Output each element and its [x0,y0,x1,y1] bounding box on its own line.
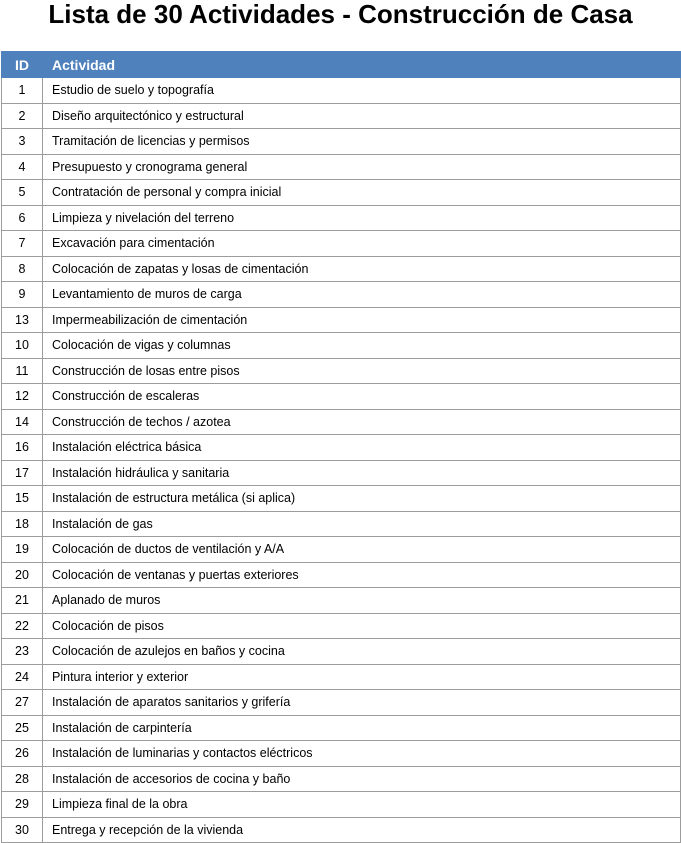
activity-name-cell: Limpieza final de la obra [43,792,681,818]
activity-id-cell: 4 [2,154,43,180]
activity-name-cell: Colocación de ventanas y puertas exteriores [43,562,681,588]
table-row [2,690,681,716]
table-row [2,205,681,231]
table-row [2,511,681,537]
activity-id-cell: 12 [2,384,43,410]
activity-id-cell: 30 [2,817,43,843]
activity-name-cell: Colocación de azulejos en baños y cocina [43,639,681,665]
table-row [2,588,681,614]
activity-name-cell: Instalación de gas [43,511,681,537]
table-row [2,817,681,843]
table-header-row [2,52,681,78]
activity-name-cell: Limpieza y nivelación del terreno [43,205,681,231]
table-row [2,460,681,486]
activity-name-cell: Diseño arquitectónico y estructural [43,103,681,129]
activity-name-cell: Instalación de accesorios de cocina y baño [43,766,681,792]
activity-id-cell: 6 [2,205,43,231]
table-row [2,103,681,129]
table-row [2,154,681,180]
activity-id-cell: 13 [2,307,43,333]
table-row [2,664,681,690]
activity-id-cell: 24 [2,664,43,690]
activity-name-cell: Tramitación de licencias y permisos [43,129,681,155]
activity-id-cell: 29 [2,792,43,818]
table-row [2,613,681,639]
activities-table [1,51,681,843]
activity-name-cell: Instalación de estructura metálica (si aplica) [43,486,681,512]
table-row [2,766,681,792]
activity-id-cell: 8 [2,256,43,282]
activity-name-cell: Construcción de losas entre pisos [43,358,681,384]
table-row [2,741,681,767]
activity-name-cell: Contratación de personal y compra inicial [43,180,681,206]
table-row [2,180,681,206]
activity-id-cell: 14 [2,409,43,435]
table-row [2,129,681,155]
table-row [2,792,681,818]
activity-name-cell: Aplanado de muros [43,588,681,614]
activity-id-cell: 17 [2,460,43,486]
table-row [2,639,681,665]
table-row [2,486,681,512]
activity-name-cell: Colocación de zapatas y losas de cimentación [43,256,681,282]
activity-id-cell: 11 [2,358,43,384]
table-row [2,78,681,104]
activity-name-cell: Colocación de pisos [43,613,681,639]
table-row [2,715,681,741]
activity-id-cell: 28 [2,766,43,792]
table-row [2,256,681,282]
activity-id-cell: 2 [2,103,43,129]
activity-name-cell: Instalación de luminarias y contactos eléctricos [43,741,681,767]
activity-id-cell: 3 [2,129,43,155]
activity-name-cell: Colocación de ductos de ventilación y A/A [43,537,681,563]
activity-name-cell: Instalación de aparatos sanitarios y grifería [43,690,681,716]
column-header-activity: Actividad [43,52,681,78]
table-row [2,282,681,308]
activity-id-cell: 10 [2,333,43,359]
activity-id-cell: 25 [2,715,43,741]
activity-id-cell: 5 [2,180,43,206]
page-title: Lista de 30 Actividades - Construcción de Casa [48,0,633,29]
table-row [2,562,681,588]
activity-id-cell: 18 [2,511,43,537]
activity-id-cell: 7 [2,231,43,257]
activity-name-cell: Construcción de techos / azotea [43,409,681,435]
activity-name-cell: Levantamiento de muros de carga [43,282,681,308]
table-row [2,537,681,563]
table-row [2,231,681,257]
activity-id-cell: 19 [2,537,43,563]
activity-id-cell: 15 [2,486,43,512]
activity-name-cell: Instalación eléctrica básica [43,435,681,461]
activity-name-cell: Entrega y recepción de la vivienda [43,817,681,843]
table-row [2,435,681,461]
activity-id-cell: 1 [2,78,43,104]
activity-name-cell: Presupuesto y cronograma general [43,154,681,180]
activity-name-cell: Excavación para cimentación [43,231,681,257]
activity-id-cell: 21 [2,588,43,614]
activity-name-cell: Construcción de escaleras [43,384,681,410]
activity-id-cell: 27 [2,690,43,716]
table-row [2,409,681,435]
activity-name-cell: Instalación de carpintería [43,715,681,741]
activity-id-cell: 23 [2,639,43,665]
activity-name-cell: Estudio de suelo y topografía [43,78,681,104]
activity-id-cell: 9 [2,282,43,308]
column-header-id: ID [2,52,43,78]
table-row [2,307,681,333]
activity-id-cell: 16 [2,435,43,461]
activity-name-cell: Colocación de vigas y columnas [43,333,681,359]
table-row [2,384,681,410]
activity-name-cell: Pintura interior y exterior [43,664,681,690]
table-row [2,358,681,384]
activity-id-cell: 26 [2,741,43,767]
activity-name-cell: Instalación hidráulica y sanitaria [43,460,681,486]
activity-id-cell: 20 [2,562,43,588]
table-body [2,78,681,843]
table-row [2,333,681,359]
activity-name-cell: Impermeabilización de cimentación [43,307,681,333]
activity-id-cell: 22 [2,613,43,639]
